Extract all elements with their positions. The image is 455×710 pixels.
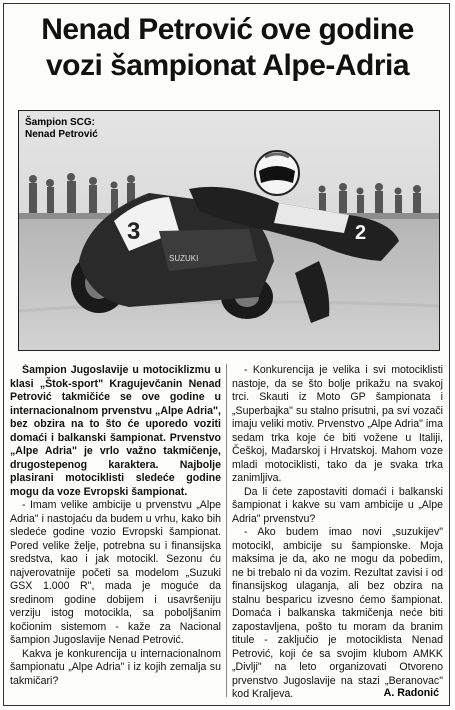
article-paragraph-3: - Konkurencija je velika i svi motociklisti nastoje, da se što bolje prikažu na svakoj trci. Skauti iz Moto GP šampionata i „Superbajka" su stalno prisutni, pa svi vozači imaju veliki motiv. Prvenstvo „Alpe Adria" ima sedam trka koje će biti vožene u Italiji, Češkoj, Mađarskoj i Hrvatskoj. Mahom voze mladi motociklisti, tako da je svaka trka zanimljiva. <box>232 364 443 484</box>
bike-number: 3 <box>127 218 141 245</box>
headline-line-2: vozi šampionat Alpe-Adria <box>45 49 410 82</box>
headline-line-1: Nenad Petrović ove godine <box>41 13 414 46</box>
article-column-left <box>10 364 221 709</box>
author-byline: A. Radonić <box>383 687 439 699</box>
article-paragraph-5: - Ako budem imao novi „suzukijev" motocikl, ambicije su šampionske. Moja maksima je da, ako ne mogu da pobedim, ne bi trebalo ni da vozim. Rezultat zavisi i od finansijskog ulaganja, ali bez obzira na stalnu besparicu izvesno ćemo šampionat. Domaća i balkanska takmičenja neće biti zapostavljena, pošto tu moram da branim titule - zaključio je motociklista Nenad Petrović, koji će sa svojim klubom AMKK „Divlji" na leto organizovati Otvoreno prvenstvo Jugoslavije na stazi „Beranovac" kod Kraljeva. <box>232 526 443 700</box>
race-photo <box>18 110 440 351</box>
article-paragraph-1: - Imam velike ambicije u prvenstvu „Alpe Adria" i nastojaću da budem u vrhu, kako bih sledeće godine vozio Evropski šampionat. Pored velike želje, potrebna su i finansijska sredstva, kao i jak motocikl. Sezonu ću najverovatnije početi sa modelom „Suzuki GSX 1.000 R", mada je moguće da sredinom godine dobijem i usavršeniju verziju istog motocikla, sa poboljšanim kočionim sistemom - kaže za Nacional šampion Jugoslavije Nenad Petrović. <box>10 499 221 646</box>
column-divider <box>226 364 227 697</box>
caption-line-2: Nenad Petrović <box>25 129 98 140</box>
rider-number: 2 <box>355 222 367 244</box>
article-column-right <box>232 364 443 709</box>
caption-line-1: Šampion SCG: <box>25 117 96 128</box>
motorcycle-racer-illustration <box>19 111 439 350</box>
bike-brand: SUZUKI <box>169 254 199 263</box>
headline <box>4 12 451 84</box>
article-paragraph-2: Kakva je konkurencija u internacionalnom šampionatu „Alpe Adria" i iz kojih zemalja su takmičari? <box>10 647 221 687</box>
newspaper-clipping <box>3 3 450 706</box>
article-paragraph-4: Da li ćete zapostaviti domaći i balkanski šampionat i kakve su vam ambicije u „Alpe Adria" prvenstvu? <box>232 485 443 525</box>
article-lead: Šampion Jugoslavije u motociklizmu u klasi „Štok-sport" Kragujevčanin Nenad Petrović takmičiće se ove godine u internacionalnom prvenstvu „Alpe Adria", bez obzira na to što će uporedo voziti domaći i balkanski šampionat. Prvenstvo „Alpe Adria" je vrlo važno takmičenje, drugostepenog karaktera. Najbolje plasirani motociklisti sledeće godine mogu da voze Evropski šampionat. <box>10 364 221 498</box>
photo-caption <box>25 117 175 141</box>
